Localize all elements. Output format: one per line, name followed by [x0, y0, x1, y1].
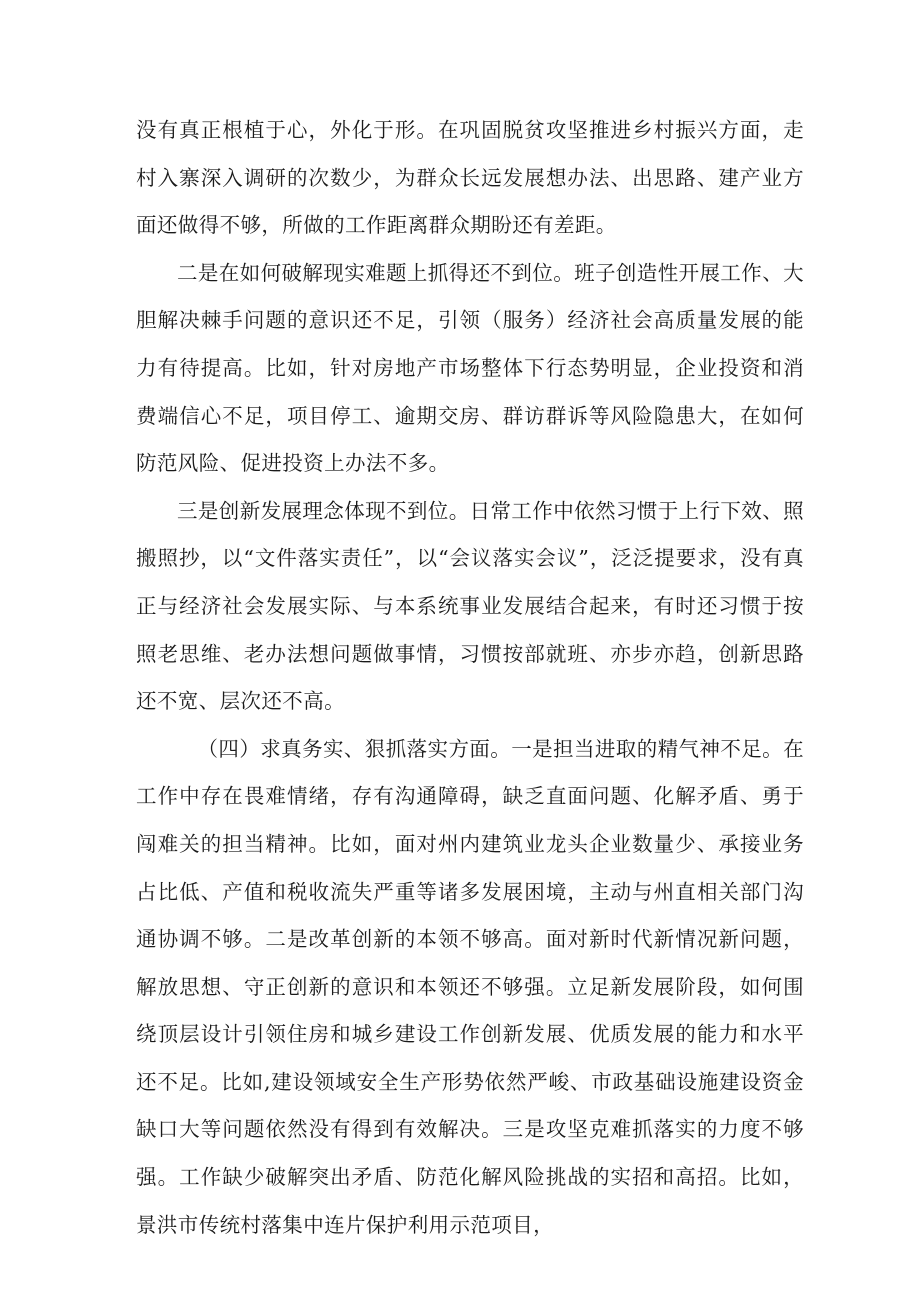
paragraph-point-two: 二是在如何破解现实难题上抓得还不到位。班子创造性开展工作、大胆解决棘手问题的意识还不足，引领（服务）经济社会高质量发展的能力有待提高。比如，针对房地产市场整体下行态势明显，企业投资和消费端信心不足，项目停工、逾期交房、群访群诉等风险隐患大，在如何防范风险、促进投资上办法不多。 — [136, 260, 804, 476]
document-body — [136, 107, 804, 1249]
paragraph-section-four: （四）求真务实、狠抓落实方面。一是担当进取的精气神不足。在工作中存在畏难情绪，存有沟通障碍，缺乏直面问题、化解矛盾、勇于闯难关的担当精神。比如，面对州内建筑业龙头企业数量少、承接业务占比低、产值和税收流失严重等诸多发展困境，主动与州直相关部门沟通协调不够。二是改革创新的本领不够高。面对新时代新情况新问题，解放思想、守正创新的意识和本领还不够强。立足新发展阶段，如何围绕顶层设计引领住房和城乡建设工作创新发展、优质发展的能力和水平还不足。比如,建设领域安全生产形势依然严峻、市政基础设施建设资金缺口大等问题依然没有得到有效解决。三是攻坚克难抓落实的力度不够强。工作缺少破解突出矛盾、防范化解风险挑战的实招和高招。比如，景洪市传统村落集中连片保护利用示范项目， — [136, 736, 804, 1237]
paragraph-continuation: 没有真正根植于心，外化于形。在巩固脱贫攻坚推进乡村振兴方面，走村入寨深入调研的次数少，为群众长远发展想办法、出思路、建产业方面还做得不够，所做的工作距离群众期盼还有差距。 — [136, 118, 804, 238]
paragraph-point-three: 三是创新发展理念体现不到位。日常工作中依然习惯于上行下效、照搬照抄，以“文件落实责任”，以“会议落实会议”，泛泛提要求，没有真正与经济社会发展实际、与本系统事业发展结合起来，有时还习惯于按照老思维、老办法想问题做事情，习惯按部就班、亦步亦趋，创新思路还不宽、层次还不高。 — [136, 498, 804, 714]
